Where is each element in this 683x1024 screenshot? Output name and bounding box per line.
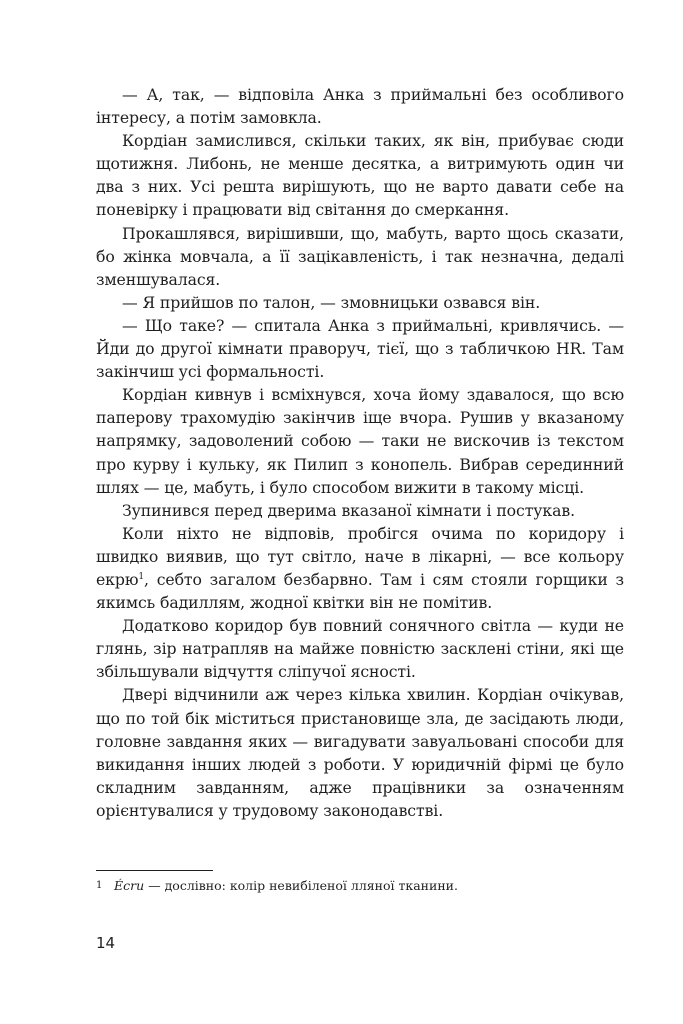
paragraph: Прокашлявся, вирішивши, що, мабуть, варто щось сказати, бо жінка мовчала, а її зацікавленість, і так незначна, дедалі зменшувалася. — [96, 223, 624, 289]
footnote-number: 1 — [96, 880, 103, 891]
paragraph: Кордіан замислився, скільки таких, як він, прибуває сюди щотижня. Либонь, не менше десятка, а витримують один чи два з них. Усі решта вирішують, що не варто давати себе на поневірку і працювати від світання до смеркання. — [96, 131, 624, 220]
paragraph-with-footnote — [96, 522, 624, 614]
footnote — [96, 877, 624, 895]
paragraph-text-tail: , себто загалом безбарвно. Там і сям стояли горщики з якимсь бадиллям, жодної квітки він не помітив. — [96, 569, 624, 613]
body-text — [96, 83, 624, 822]
footnote-reference: 1 — [138, 571, 145, 582]
page-number: 14 — [96, 934, 116, 952]
paragraph-text: Коли ніхто не відповів, пробігся очима по коридору і швидко виявив, що тут світло, наче в лікарні, — все кольору екрю — [96, 523, 624, 589]
footnote-term: Écru — [114, 878, 145, 893]
paragraph: — Я прийшов по талон, — змовницьки озвався він. — [122, 292, 541, 312]
paragraph: Додатково коридор був повний сонячного світла — куди не глянь, зір натрапляв на майже повністю засклені стіни, які ще збільшували відчуття сліпучої ясності. — [96, 616, 624, 682]
paragraph: Зупинився перед дверима вказаної кімнати і постукав. — [122, 500, 575, 520]
paragraph: Кордіан кивнув і всміхнувся, хоча йому здавалося, що всю паперову трахомудію закінчив іще вчора. Рушив у вказаному напрямку, задоволений собою — таки не вискочив із текстом про курву і кульку, як Пилип з конопель. Вибрав серединний шлях — це, мабуть, і було способом вижити в такому місці. — [96, 385, 624, 497]
paragraph: — А, так, — відповіла Анка з приймальні без особливого інтересу, а потім замовкла. — [96, 85, 624, 128]
footnote-text: — дослівно: колір невибіленої лляної тканини. — [144, 878, 458, 893]
paragraph: — Що таке? — спитала Анка з приймальні, кривлячись. — Йди до другої кімнати праворуч, тієї, що з табличкою HR. Там закінчиш усі формальності. — [96, 315, 624, 382]
footnote-divider — [96, 870, 213, 871]
paragraph: Двері відчинили аж через кілька хвилин. Кордіан очікував, що по той бік міститься пристановище зла, де засідають люди, головне завдання яких — вигадувати завуальовані способи для викидання інших людей з роботи. У юридичній фірмі це було складним завданням, адже працівники за означенням орієнтувалися у трудовому законодавстві. — [96, 685, 624, 820]
